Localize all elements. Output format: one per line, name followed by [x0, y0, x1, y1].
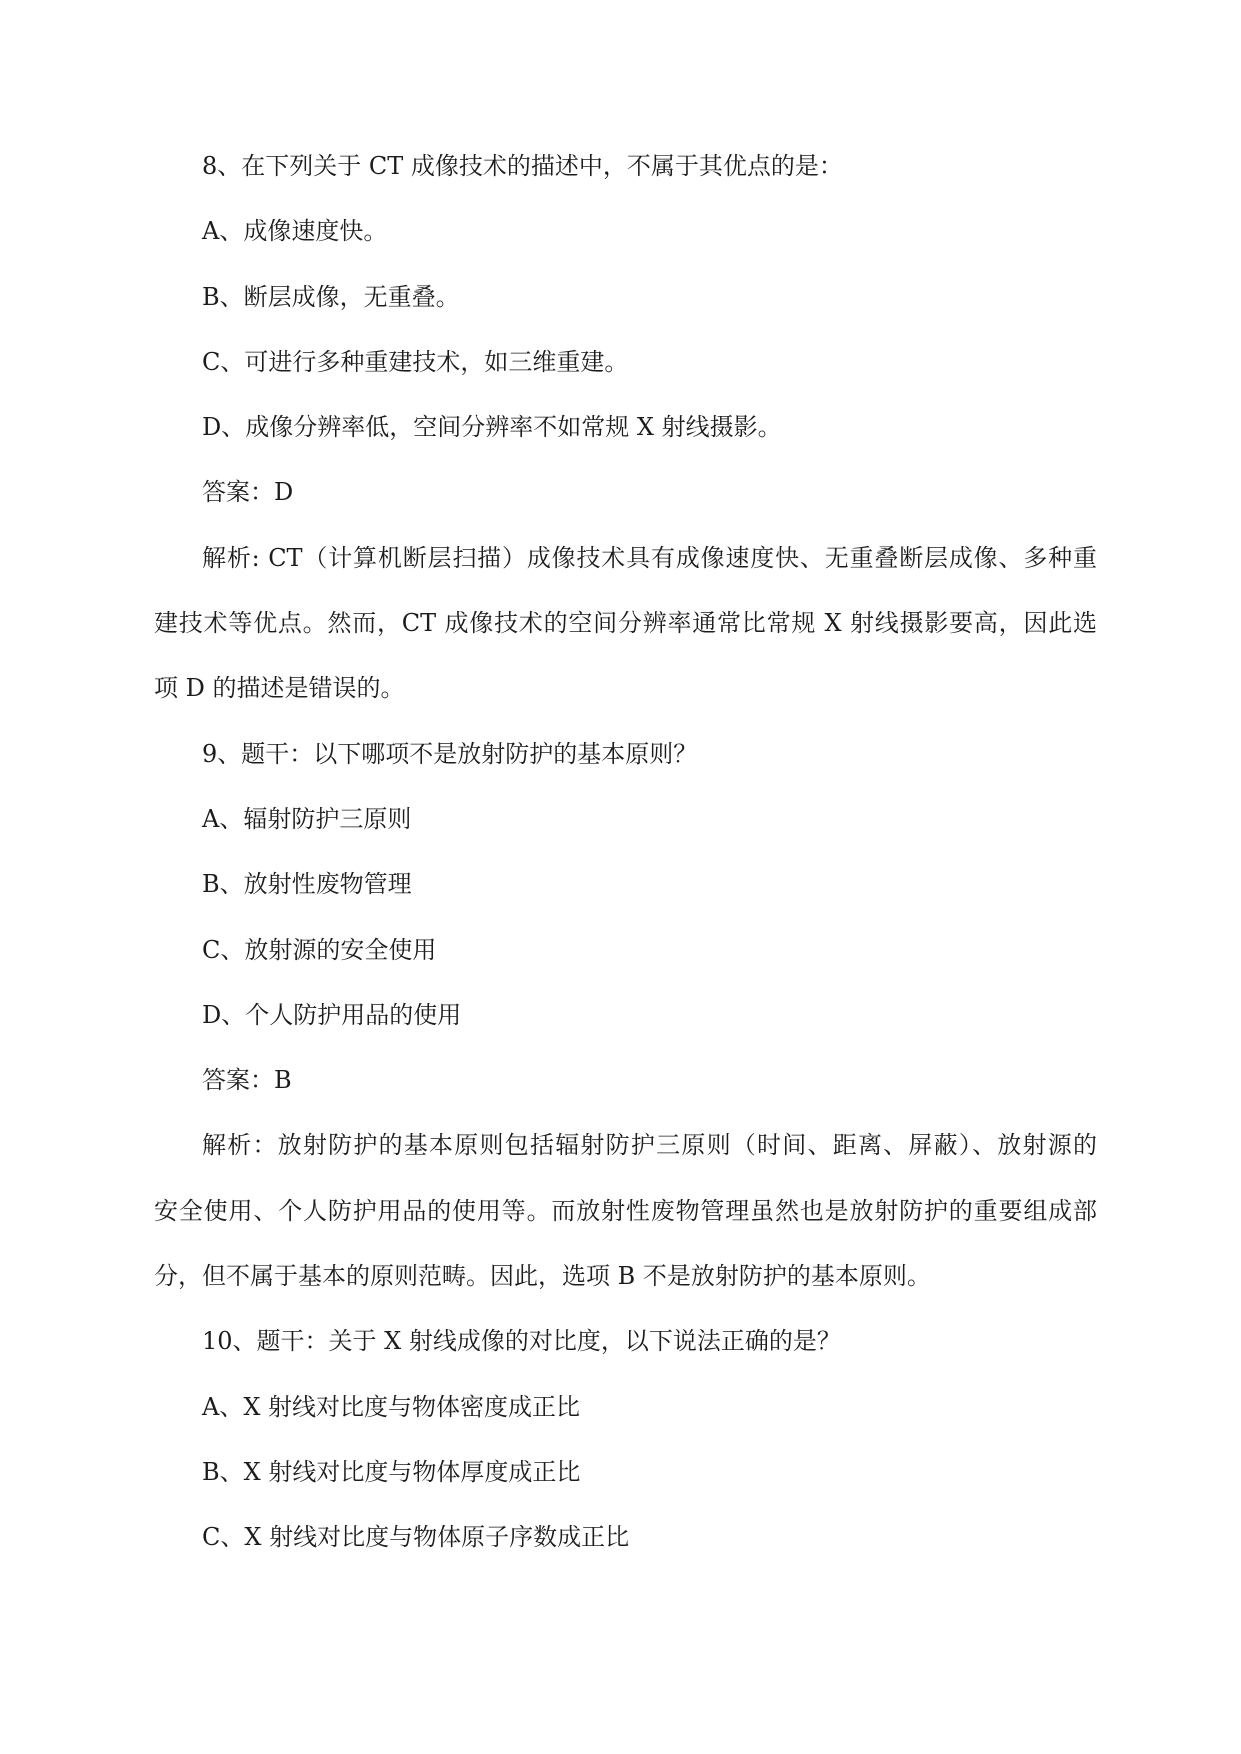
question-stem: 8、在下列关于 CT 成像技术的描述中，不属于其优点的是： [202, 152, 843, 180]
answer: 答案：D [202, 478, 294, 507]
question-stem: 9、题干：以下哪项不是放射防护的基本原则？ [202, 739, 698, 768]
answer: 答案：B [202, 1066, 292, 1095]
question-10 [154, 1309, 1097, 1570]
analysis-line: 分，但不属于基本的原则范畴。因此，选项 B 不是放射防护的基本原则。 [154, 1262, 931, 1291]
option-b: B、放射性废物管理 [202, 870, 412, 899]
option-a: A、X 射线对比度与物体密度成正比 [202, 1392, 581, 1421]
document-page [154, 134, 1097, 1571]
option-c: C、X 射线对比度与物体原子序数成正比 [202, 1523, 630, 1552]
analysis-line: 建技术等优点。然而，CT 成像技术的空间分辨率通常比常规 X 射线摄影要高，因此选 [154, 609, 1097, 638]
analysis-paragraph [154, 1113, 1097, 1309]
analysis-line: 解析：放射防护的基本原则包括辐射防护三原则（时间、距离、屏蔽）、放射源的 [202, 1131, 1097, 1160]
option-a: A、成像速度快。 [202, 217, 388, 246]
option-b: B、断层成像，无重叠。 [202, 282, 460, 311]
option-c: C、可进行多种重建技术，如三维重建。 [202, 347, 629, 376]
option-d: D、成像分辨率低，空间分辨率不如常规 X 射线摄影。 [202, 413, 782, 442]
option-c: C、放射源的安全使用 [202, 935, 437, 964]
question-stem: 10、题干：关于 X 射线成像的对比度，以下说法正确的是？ [202, 1327, 841, 1356]
analysis-line: 项 D 的描述是错误的。 [154, 674, 405, 703]
analysis-line: 解析: CT（计算机断层扫描）成像技术具有成像速度快、无重叠断层成像、多种重 [202, 543, 1097, 572]
question-9 [154, 722, 1097, 1310]
option-b: B、X 射线对比度与物体厚度成正比 [202, 1457, 581, 1486]
question-8 [154, 134, 1097, 722]
option-d: D、个人防护用品的使用 [202, 1000, 462, 1029]
analysis-line: 安全使用、个人防护用品的使用等。而放射性废物管理虽然也是放射防护的重要组成部 [154, 1196, 1097, 1225]
analysis-paragraph [154, 526, 1097, 722]
option-a: A、辐射防护三原则 [202, 804, 412, 833]
